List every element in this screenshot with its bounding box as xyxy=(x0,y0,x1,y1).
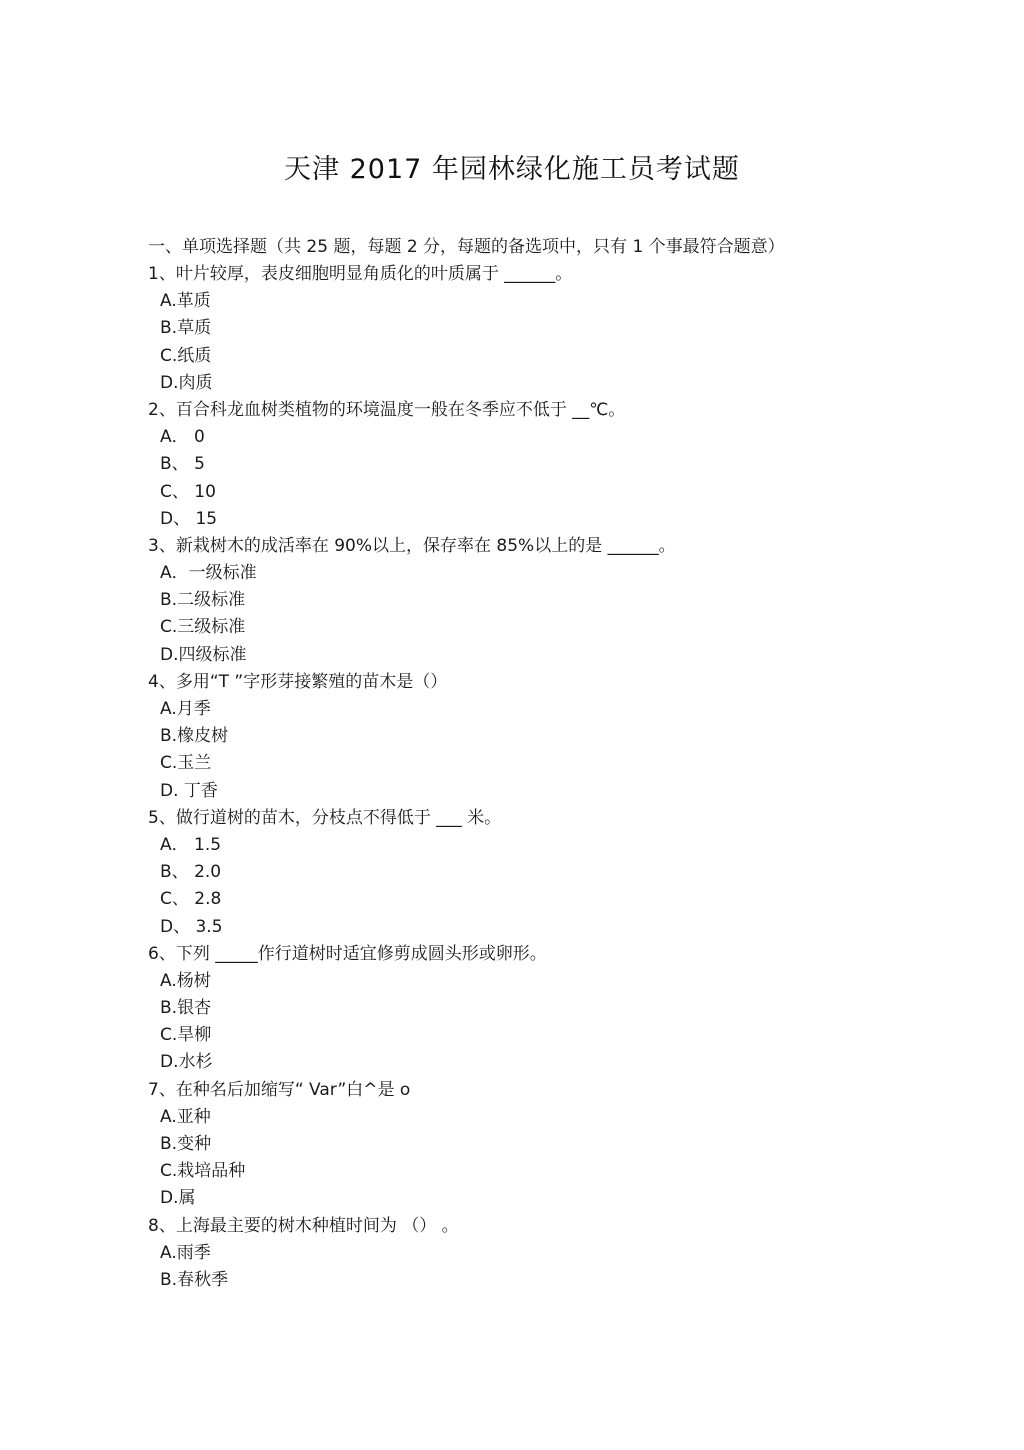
question-5 xyxy=(148,805,868,941)
option-list xyxy=(148,696,868,805)
option-b: B、 5 xyxy=(160,454,205,475)
option-c: C.纸质 xyxy=(160,345,212,366)
option-d: D.属 xyxy=(160,1188,196,1209)
question-8 xyxy=(148,1213,868,1295)
option-a: A． 0 xyxy=(160,427,205,448)
option-c: C.旱柳 xyxy=(160,1025,212,1046)
section-heading: 一、单项选择题（共 25 题，每题 2 分，每题的备选项中，只有 1 个事最符合题意） xyxy=(148,237,785,257)
option-list xyxy=(148,560,868,669)
question-text: 2、百合科龙血树类植物的环境温度一般在冬季应不低于 __℃。 xyxy=(148,399,626,420)
option-a: A.亚种 xyxy=(160,1106,211,1127)
option-c: C、 2.8 xyxy=(160,889,222,910)
option-a: A． 1.5 xyxy=(160,834,222,855)
question-1 xyxy=(148,261,868,397)
option-a: A．一级标准 xyxy=(160,563,257,584)
option-list xyxy=(148,288,868,397)
option-list xyxy=(148,1104,868,1213)
option-list xyxy=(148,832,868,941)
question-6 xyxy=(148,941,868,1077)
option-a: A.雨季 xyxy=(160,1242,211,1263)
option-d: D.肉质 xyxy=(160,372,213,393)
option-c: C、 10 xyxy=(160,481,216,502)
question-text: 5、做行道树的苗木，分枝点不得低于 ___ 米。 xyxy=(148,807,502,828)
document-title: 天津 2017 年园林绿化施工员考试题 xyxy=(284,154,740,185)
question-text: 8、上海最主要的树木种植时间为 （） 。 xyxy=(148,1215,459,1236)
question-text: 1、叶片较厚，表皮细胞明显角质化的叶质属于 ______。 xyxy=(148,264,573,284)
question-text: 7、在种名后加缩写“ Var”白^是 o xyxy=(148,1079,411,1100)
option-a: A.月季 xyxy=(160,699,211,719)
option-list xyxy=(148,424,868,533)
option-list xyxy=(148,968,868,1077)
option-d: D.水杉 xyxy=(160,1052,213,1073)
option-a: A.革质 xyxy=(160,291,211,312)
option-d: D. 丁香 xyxy=(160,780,218,801)
option-list xyxy=(148,1240,868,1294)
option-b: B.二级标准 xyxy=(160,590,246,611)
question-3 xyxy=(148,533,868,669)
question-7 xyxy=(148,1077,868,1213)
option-b: B.草质 xyxy=(160,318,212,339)
question-2 xyxy=(148,397,868,533)
option-b: B.变种 xyxy=(160,1134,212,1154)
option-b: B.橡皮树 xyxy=(160,726,229,747)
question-4 xyxy=(148,669,868,805)
option-b: B.春秋季 xyxy=(160,1269,229,1290)
option-b: B、 2.0 xyxy=(160,862,222,883)
option-c: C.玉兰 xyxy=(160,753,212,774)
option-b: B.银杏 xyxy=(160,998,212,1019)
option-c: C.三级标准 xyxy=(160,617,246,638)
exam-content xyxy=(148,234,868,1294)
option-d: D、 15 xyxy=(160,508,218,529)
question-text: 4、多用“T ”字形芽接繁殖的苗木是（） xyxy=(148,671,448,692)
question-text: 3、新栽树木的成活率在 90%以上，保存率在 85%以上的是 ______。 xyxy=(148,535,676,556)
option-d: D、 3.5 xyxy=(160,916,223,937)
option-c: C.栽培品种 xyxy=(160,1161,246,1182)
option-a: A.杨树 xyxy=(160,970,211,991)
question-text: 6、下列 _____作行道树时适宜修剪成圆头形或卵形。 xyxy=(148,943,547,964)
option-d: D.四级标准 xyxy=(160,644,247,665)
